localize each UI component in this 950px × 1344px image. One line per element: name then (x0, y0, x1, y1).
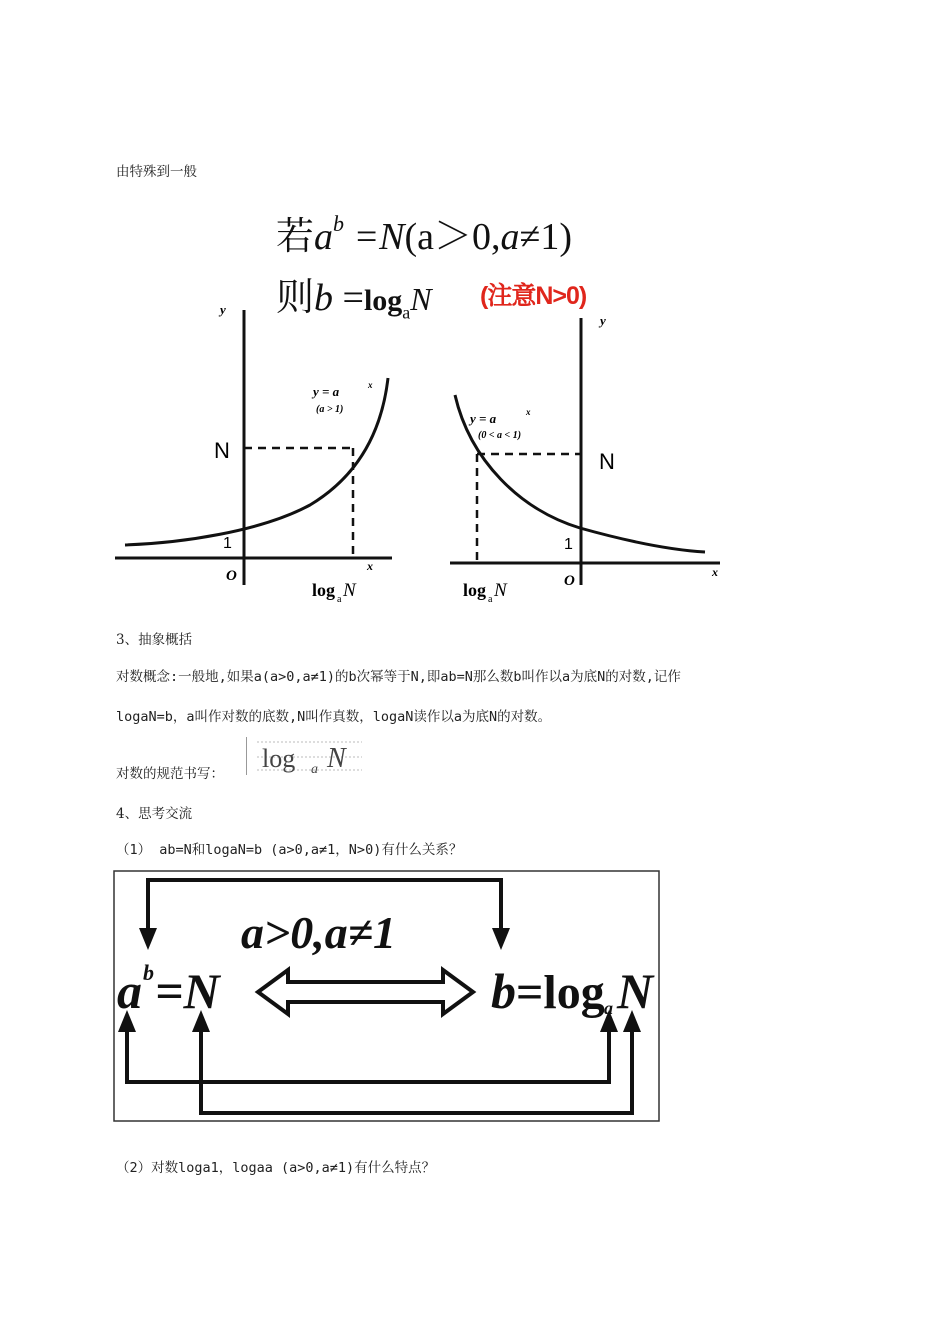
standard-log-text: log (262, 744, 296, 773)
formula-b: b (314, 277, 334, 319)
exp-curve (125, 378, 388, 545)
note-N-positive: (注意N>0) (480, 282, 587, 310)
condition-label: (a > 1) (316, 404, 344, 415)
formula-cond-open: (a＞0, (404, 216, 501, 258)
standard-log-box (246, 737, 367, 775)
diagram-left-b: b (143, 960, 154, 985)
log-label: log (463, 580, 487, 600)
diagram-right-b: b (491, 963, 516, 1019)
x-axis-label: x (712, 565, 718, 579)
heading-special-to-general: 由特殊到一般 (116, 164, 197, 180)
formula-cond-close: ≠1) (519, 216, 573, 258)
origin-label: O (226, 568, 237, 584)
log-N: N (494, 580, 507, 601)
section-3-title: 3、抽象概括 (116, 632, 193, 648)
one-label: 1 (223, 535, 232, 552)
formula-eq: = (342, 277, 364, 319)
formula-a-italic: a (500, 216, 520, 258)
formula-base: a (402, 302, 411, 323)
x-axis-label: x (367, 559, 373, 573)
log-label: log (312, 580, 336, 600)
log-base: a (488, 594, 493, 605)
N-label: N (599, 449, 615, 474)
definition-line-1: 对数概念:一般地,如果a(a>0,a≠1)的b次幂等于N,即ab=N那么数b叫作以a为底N的对数,记作 (116, 669, 681, 685)
section-4-title: 4、思考交流 (116, 806, 193, 822)
standard-log-notation (247, 737, 367, 775)
diagram-right-N: N (617, 963, 654, 1019)
diagram-left-a: a (117, 963, 142, 1019)
diagram-right-base: a (604, 998, 613, 1018)
graph-a-greater-than-1 (110, 300, 410, 610)
formula-prefix-ze: 则 (276, 277, 315, 319)
formula-line-1 (276, 205, 572, 260)
formula-eq-N: =N (353, 216, 405, 258)
definition-line-2: logaN=b，a叫作对数的底数,N叫作真数，logaN读作以a为底N的对数。 (116, 709, 552, 725)
function-exponent: x (526, 407, 531, 417)
function-exponent: x (368, 380, 373, 390)
question-1: （1） ab=N和logaN=b (a>0,a≠1，N>0)有什么关系？ (116, 842, 463, 858)
log-N: N (343, 580, 356, 601)
function-label: y = a (470, 411, 497, 426)
standard-log-base: a (311, 762, 318, 775)
standard-log-N: N (327, 743, 346, 774)
formula-N: N (410, 281, 432, 317)
question-2: （2）对数loga1，logaa (a>0,a≠1)有什么特点？ (116, 1160, 436, 1176)
origin-label: O (564, 573, 575, 589)
N-label: N (214, 438, 230, 463)
one-label: 1 (564, 536, 573, 553)
formula-b-exponent: b (333, 211, 345, 237)
condition-label: (0 < a < 1) (478, 430, 522, 441)
graph-a-between-0-and-1 (440, 310, 740, 610)
function-label: y = a (313, 384, 340, 399)
diagram-right-eq-log: =log (516, 966, 605, 1019)
formula-log: log (363, 284, 403, 317)
diagram-left-eqN: =N (155, 963, 220, 1019)
formula-a: a (314, 216, 334, 258)
diagram-condition: a>0,a≠1 (241, 907, 396, 958)
y-axis-label: y (600, 313, 606, 328)
log-base: a (337, 594, 342, 605)
relation-diagram (113, 870, 660, 1122)
standard-writing-label: 对数的规范书写： (116, 766, 224, 782)
y-axis-label: y (220, 302, 226, 317)
formula-prefix-ruo: 若 (276, 216, 315, 258)
